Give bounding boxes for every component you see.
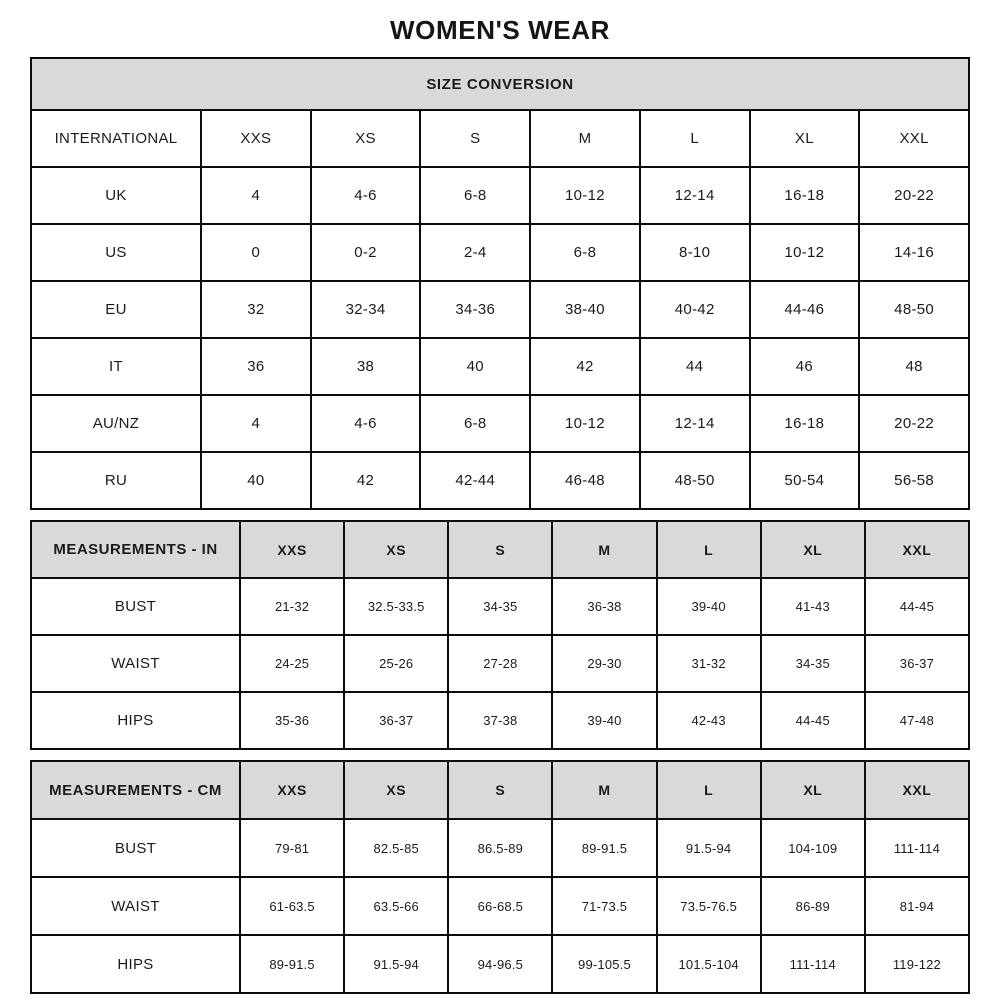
row-label: BUST bbox=[31, 819, 240, 877]
table-cell: 104-109 bbox=[761, 819, 865, 877]
column-header: XL bbox=[761, 521, 865, 578]
table-cell: 10-12 bbox=[530, 167, 640, 224]
table-cell: 29-30 bbox=[552, 635, 656, 692]
table-cell: 89-91.5 bbox=[552, 819, 656, 877]
table-cell: 40 bbox=[201, 452, 311, 509]
table-cell: 20-22 bbox=[859, 395, 969, 452]
table-cell: 24-25 bbox=[240, 635, 344, 692]
table-cell: 48-50 bbox=[640, 452, 750, 509]
table-cell: 14-16 bbox=[859, 224, 969, 281]
table-cell: 46-48 bbox=[530, 452, 640, 509]
table-cell: 86-89 bbox=[761, 877, 865, 935]
column-header: XXL bbox=[859, 110, 969, 167]
table-cell: 21-32 bbox=[240, 578, 344, 635]
table-row bbox=[31, 395, 969, 452]
column-header: M bbox=[552, 761, 656, 819]
table-cell: 66-68.5 bbox=[448, 877, 552, 935]
page-title: WOMEN'S WEAR bbox=[390, 15, 610, 45]
table-cell: 73.5-76.5 bbox=[657, 877, 761, 935]
table-cell: 61-63.5 bbox=[240, 877, 344, 935]
table-row bbox=[31, 452, 969, 509]
column-header: L bbox=[640, 110, 750, 167]
table-cell: 35-36 bbox=[240, 692, 344, 749]
table-cell: 71-73.5 bbox=[552, 877, 656, 935]
header-row bbox=[31, 110, 969, 167]
table-cell: 10-12 bbox=[530, 395, 640, 452]
table-cell: 6-8 bbox=[530, 224, 640, 281]
table-cell: 10-12 bbox=[750, 224, 860, 281]
size-conversion-table bbox=[30, 57, 970, 510]
table-cell: 79-81 bbox=[240, 819, 344, 877]
measurements-cm-table bbox=[30, 760, 970, 994]
column-header: XS bbox=[311, 110, 421, 167]
table-cell: 111-114 bbox=[761, 935, 865, 993]
table-cell: 40-42 bbox=[640, 281, 750, 338]
column-header: XXL bbox=[865, 761, 969, 819]
row-label: HIPS bbox=[31, 692, 240, 749]
table-cell: 86.5-89 bbox=[448, 819, 552, 877]
table-row bbox=[31, 578, 969, 635]
table-cell: 6-8 bbox=[420, 395, 530, 452]
table-row bbox=[31, 692, 969, 749]
column-header: MEASUREMENTS - CM bbox=[31, 761, 240, 819]
row-label: AU/NZ bbox=[31, 395, 201, 452]
table-row bbox=[31, 635, 969, 692]
table-cell: 36-37 bbox=[344, 692, 448, 749]
table-row bbox=[31, 819, 969, 877]
row-label: WAIST bbox=[31, 635, 240, 692]
table-cell: 44-46 bbox=[750, 281, 860, 338]
table-row bbox=[31, 224, 969, 281]
table-cell: 81-94 bbox=[865, 877, 969, 935]
column-header: S bbox=[448, 521, 552, 578]
table-cell: 41-43 bbox=[761, 578, 865, 635]
table-cell: 20-22 bbox=[859, 167, 969, 224]
table-cell: 0 bbox=[201, 224, 311, 281]
row-label: EU bbox=[31, 281, 201, 338]
table-cell: 119-122 bbox=[865, 935, 969, 993]
table-cell: 40 bbox=[420, 338, 530, 395]
table-cell: 99-105.5 bbox=[552, 935, 656, 993]
table-cell: 16-18 bbox=[750, 395, 860, 452]
table-cell: 27-28 bbox=[448, 635, 552, 692]
table-title: SIZE CONVERSION bbox=[31, 58, 969, 110]
table-cell: 42-43 bbox=[657, 692, 761, 749]
table-cell: 39-40 bbox=[552, 692, 656, 749]
table-cell: 82.5-85 bbox=[344, 819, 448, 877]
table-row bbox=[31, 167, 969, 224]
table-cell: 44 bbox=[640, 338, 750, 395]
table-cell: 44-45 bbox=[865, 578, 969, 635]
table-cell: 36 bbox=[201, 338, 311, 395]
table-cell: 34-35 bbox=[761, 635, 865, 692]
table-cell: 47-48 bbox=[865, 692, 969, 749]
table-cell: 34-35 bbox=[448, 578, 552, 635]
table-cell: 42-44 bbox=[420, 452, 530, 509]
table-cell: 91.5-94 bbox=[657, 819, 761, 877]
table-cell: 32.5-33.5 bbox=[344, 578, 448, 635]
column-header: XXL bbox=[865, 521, 969, 578]
table-cell: 25-26 bbox=[344, 635, 448, 692]
table-cell: 101.5-104 bbox=[657, 935, 761, 993]
row-label: US bbox=[31, 224, 201, 281]
table-cell: 42 bbox=[530, 338, 640, 395]
table-cell: 6-8 bbox=[420, 167, 530, 224]
column-header: XL bbox=[761, 761, 865, 819]
column-header: L bbox=[657, 761, 761, 819]
column-header: MEASUREMENTS - IN bbox=[31, 521, 240, 578]
table-cell: 50-54 bbox=[750, 452, 860, 509]
table-cell: 31-32 bbox=[657, 635, 761, 692]
table-row bbox=[31, 281, 969, 338]
row-label: HIPS bbox=[31, 935, 240, 993]
header-row bbox=[31, 761, 969, 819]
row-label: RU bbox=[31, 452, 201, 509]
table-cell: 12-14 bbox=[640, 395, 750, 452]
table-cell: 89-91.5 bbox=[240, 935, 344, 993]
table-row bbox=[31, 877, 969, 935]
table-cell: 48 bbox=[859, 338, 969, 395]
table-cell: 38 bbox=[311, 338, 421, 395]
table-cell: 2-4 bbox=[420, 224, 530, 281]
column-header: XXS bbox=[201, 110, 311, 167]
table-cell: 4 bbox=[201, 395, 311, 452]
table-cell: 91.5-94 bbox=[344, 935, 448, 993]
table-cell: 12-14 bbox=[640, 167, 750, 224]
column-header: XL bbox=[750, 110, 860, 167]
column-header: S bbox=[448, 761, 552, 819]
measurements-in-table bbox=[30, 520, 970, 750]
table-cell: 4 bbox=[201, 167, 311, 224]
column-header: XS bbox=[344, 521, 448, 578]
table-cell: 16-18 bbox=[750, 167, 860, 224]
table-cell: 32-34 bbox=[311, 281, 421, 338]
table-cell: 36-38 bbox=[552, 578, 656, 635]
table-cell: 36-37 bbox=[865, 635, 969, 692]
column-header: L bbox=[657, 521, 761, 578]
table-cell: 34-36 bbox=[420, 281, 530, 338]
row-label: UK bbox=[31, 167, 201, 224]
table-cell: 46 bbox=[750, 338, 860, 395]
table-cell: 39-40 bbox=[657, 578, 761, 635]
table-cell: 94-96.5 bbox=[448, 935, 552, 993]
table-cell: 48-50 bbox=[859, 281, 969, 338]
table-cell: 4-6 bbox=[311, 167, 421, 224]
table-cell: 32 bbox=[201, 281, 311, 338]
table-cell: 42 bbox=[311, 452, 421, 509]
table-cell: 63.5-66 bbox=[344, 877, 448, 935]
table-cell: 37-38 bbox=[448, 692, 552, 749]
column-header: S bbox=[420, 110, 530, 167]
column-header: INTERNATIONAL bbox=[31, 110, 201, 167]
table-cell: 44-45 bbox=[761, 692, 865, 749]
row-label: WAIST bbox=[31, 877, 240, 935]
table-row bbox=[31, 935, 969, 993]
table-cell: 8-10 bbox=[640, 224, 750, 281]
column-header: M bbox=[552, 521, 656, 578]
row-label: IT bbox=[31, 338, 201, 395]
row-label: BUST bbox=[31, 578, 240, 635]
column-header: M bbox=[530, 110, 640, 167]
column-header: XXS bbox=[240, 761, 344, 819]
table-cell: 0-2 bbox=[311, 224, 421, 281]
header-row bbox=[31, 521, 969, 578]
column-header: XS bbox=[344, 761, 448, 819]
table-row bbox=[31, 338, 969, 395]
table-cell: 111-114 bbox=[865, 819, 969, 877]
column-header: XXS bbox=[240, 521, 344, 578]
table-cell: 4-6 bbox=[311, 395, 421, 452]
table-cell: 38-40 bbox=[530, 281, 640, 338]
table-cell: 56-58 bbox=[859, 452, 969, 509]
